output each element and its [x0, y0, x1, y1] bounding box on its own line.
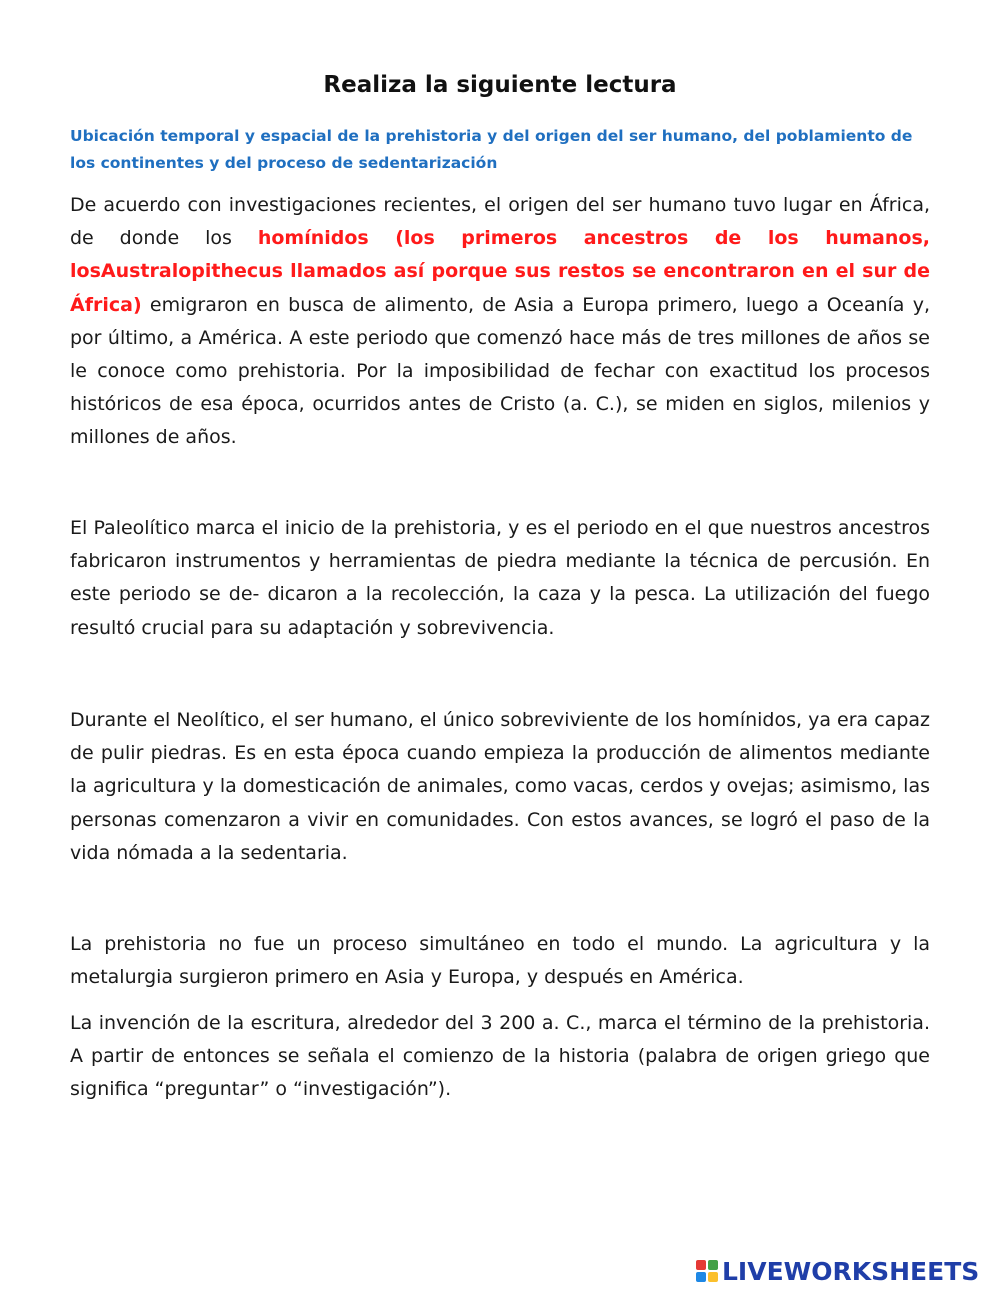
paragraph-simultaneity: La prehistoria no fue un proceso simultáneo en todo el mundo. La agricultura y la metalurgia surgieron primero en Asia y Europa, y después en América. — [70, 933, 930, 989]
logo-mark-icon — [696, 1260, 718, 1282]
highlighted-text: homínidos (los primeros ancestros de los humanos, losAustralopithecus llamados así porque sus restos se encontraron en el sur de África) — [70, 227, 930, 316]
paragraph-text: De acuerdo con investigaciones recientes, el origen del ser humano tuvo lugar en África, de donde los — [70, 194, 930, 250]
logo-square-yellow — [708, 1272, 718, 1282]
liveworksheets-logo — [696, 1254, 979, 1288]
paragraph-neolithic: Durante el Neolítico, el ser humano, el único sobreviviente de los homínidos, ya era capaz de pulir piedras. Es en esta época cuando empieza la producción de alimentos mediante la agricultura y la domesticación de animales, como vacas, cerdos y ovejas; asimismo, las personas comenzaron a vivir en comunidades. Con estos avances, se logró el paso de la vida nómada a la sedentaria. — [70, 709, 930, 864]
logo-square-red — [696, 1260, 706, 1270]
paragraph-paleolithic: El Paleolítico marca el inicio de la prehistoria, y es el periodo en el que nuestros ancestros fabricaron instrumentos y herramientas de piedra mediante la técnica de percusión. En este periodo se de- dicaron a la recolección, la caza y la pesca. La utilización del fuego resultó crucial para su adaptación y sobrevivencia. — [70, 517, 930, 639]
page-title: Realiza la siguiente lectura — [323, 72, 677, 98]
logo-text: LIVEWORKSHEETS — [722, 1256, 980, 1286]
logo-square-green — [708, 1260, 718, 1270]
paragraph-text: emigraron en busca de alimento, de Asia a Europa primero, luego a Oceanía y, por último, a América. A este periodo que comenzó hace más de tres millones de años se le conoce como prehistoria. Por la imposibilidad de fechar con exactitud los procesos históricos de esa época, ocurridos antes de Cristo (a. C.), se miden en siglos, milenios y millones de años. — [70, 293, 930, 449]
paragraph-writing: La invención de la escritura, alrededor del 3 200 a. C., marca el término de la prehistoria. A partir de entonces se señala el comienzo de la historia (palabra de origen griego que significa “preguntar” o “investigación”). — [70, 1012, 930, 1101]
logo-square-blue — [696, 1272, 706, 1282]
paragraph-origin — [70, 189, 930, 455]
subtitle: Ubicación temporal y espacial de la prehistoria y del origen del ser humano, del poblamiento de los continentes y del proceso de sedentarización — [70, 127, 913, 172]
